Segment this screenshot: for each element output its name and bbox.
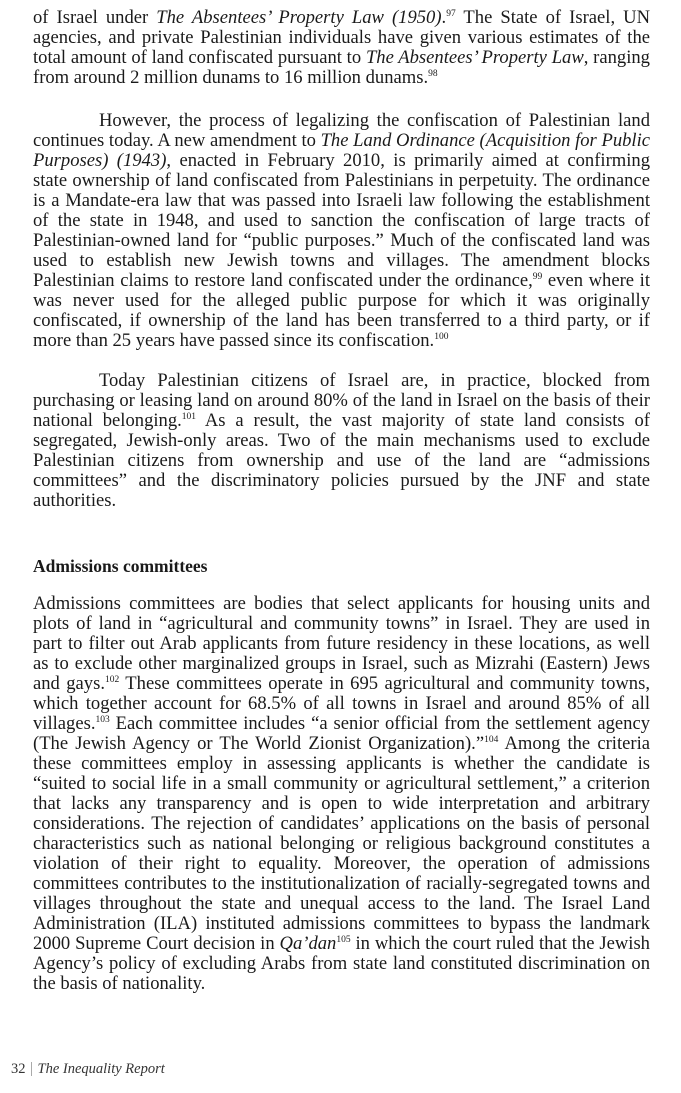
text-run: Today Palestinian citizens of Israel are, in practice, blocked from purchasing or leasing land on around 80% of the land in Israel on the basis of their national belonging. <box>33 370 650 431</box>
footnote-ref: 104 <box>484 735 499 745</box>
footnote-ref: 97 <box>446 9 456 19</box>
page-body <box>33 8 650 994</box>
text-run: . <box>441 7 447 28</box>
report-title: The Inequality Report <box>37 1061 165 1077</box>
text-run: , ranging from around 2 million dunams to 16 million dunams. <box>33 47 650 88</box>
text-run: However, the process of legalizing the confiscation of Palestinian land continues today. A new amendment to <box>33 110 650 151</box>
text-run: in which the court ruled that the Jewish Agency’s policy of excluding Arabs from state land constituted discrimination on the basis of nationality. <box>33 933 650 994</box>
footnote-ref: 102 <box>104 675 120 685</box>
section-heading: Admissions committees <box>33 556 208 576</box>
section-gap <box>33 511 650 555</box>
page-footer <box>11 1060 165 1078</box>
text-run: of Israel under <box>33 7 157 28</box>
footer-divider <box>31 1062 32 1076</box>
footnote-ref: 101 <box>181 412 197 422</box>
law-title: The Absentees’ Property Law <box>365 47 584 68</box>
text-run: even where it was never used for the alleged public purpose for which it was originally confiscated, if ownership of the land has been transferred to a third party, or if more than 25 years have passed since its confiscation. <box>33 270 650 351</box>
text-run: Among the criteria these committees employ in assessing applicants is whether the candidate is “suited to social life in a small community or agricultural settlement,” a criterion that lacks any transparency and is open to wide interpretation and arbitrary considerations. The rejection of candidates’ applications on the basis of personal characteristics such as national belonging or religious background constitutes a violation of their right to equality. Moreover, the operation of admissions committees contributes to the institutionalization of racially-segregated towns and villages throughout the state and unequal access to the land. The Israel Land Administration (ILA) instituted admissions committees to bypass the landmark 2000 Supreme Court decision in <box>33 733 651 954</box>
text-run: Admissions committees are bodies that select applicants for housing units and plots of land in “agricultural and community towns” in Israel. They are used in part to filter out Arab applicants from future residency in these locations, as well as to exclude other marginalized groups in Israel, such as Mizrahi (Eastern) Jews and gays. <box>33 593 650 694</box>
text-run: These committees operate in 695 agricultural and community towns, which together account for 68.5% of all towns in Israel and around 85% of all villages. <box>33 673 650 734</box>
footnote-ref: 103 <box>95 715 110 725</box>
footnote-ref: 100 <box>434 332 449 342</box>
heading-gap <box>33 577 650 594</box>
law-title: The Absentees’ Property Law (1950) <box>156 7 442 28</box>
paragraph-admissions-committees <box>33 594 650 994</box>
footnote-ref: 99 <box>532 272 543 282</box>
text-run: , enacted in February 2010, is primarily aimed at confirming state ownership of land confiscated from Palestinians in perpetuity. The ordinance is a Mandate-era law that was passed into Israeli law following the establishment of the state in 1948, and used to sanction the confiscation of large tracts of Palestinian-owned land for “public purposes.” Much of the confiscated land was used to establish new Jewish towns and villages. The amendment blocks Palestinian claims to restore land confiscated under the ordinance, <box>33 150 650 291</box>
page-number: 32 <box>11 1061 26 1077</box>
law-title: The Land Ordinance (Acquisition for Public Purposes) (1943) <box>33 130 650 171</box>
footnote-ref: 105 <box>336 935 351 945</box>
footnote-ref: 98 <box>428 69 438 79</box>
paragraph-land-access <box>33 371 650 511</box>
paragraph-land-ordinance <box>33 111 650 351</box>
text-run: The State of Israel, UN agencies, and private Palestinian individuals have given various estimates of the total amount of land confiscated pursuant to <box>33 7 650 68</box>
paragraph-gap <box>33 88 650 111</box>
paragraph-gap <box>33 351 650 371</box>
text-run: As a result, the vast majority of state land consists of segregated, Jewish-only areas. Two of the main mechanisms used to exclude Palestinian citizens from ownership and use of the land are “admissions committees” and the discriminatory policies pursued by the JNF and state authorities. <box>33 410 650 511</box>
case-name: Qa’dan <box>279 933 337 954</box>
text-run: Each committee includes “a senior official from the settlement agency (The Jewish Agency or The World Zionist Organization).” <box>33 713 650 754</box>
paragraph-absentees-law <box>33 8 650 88</box>
